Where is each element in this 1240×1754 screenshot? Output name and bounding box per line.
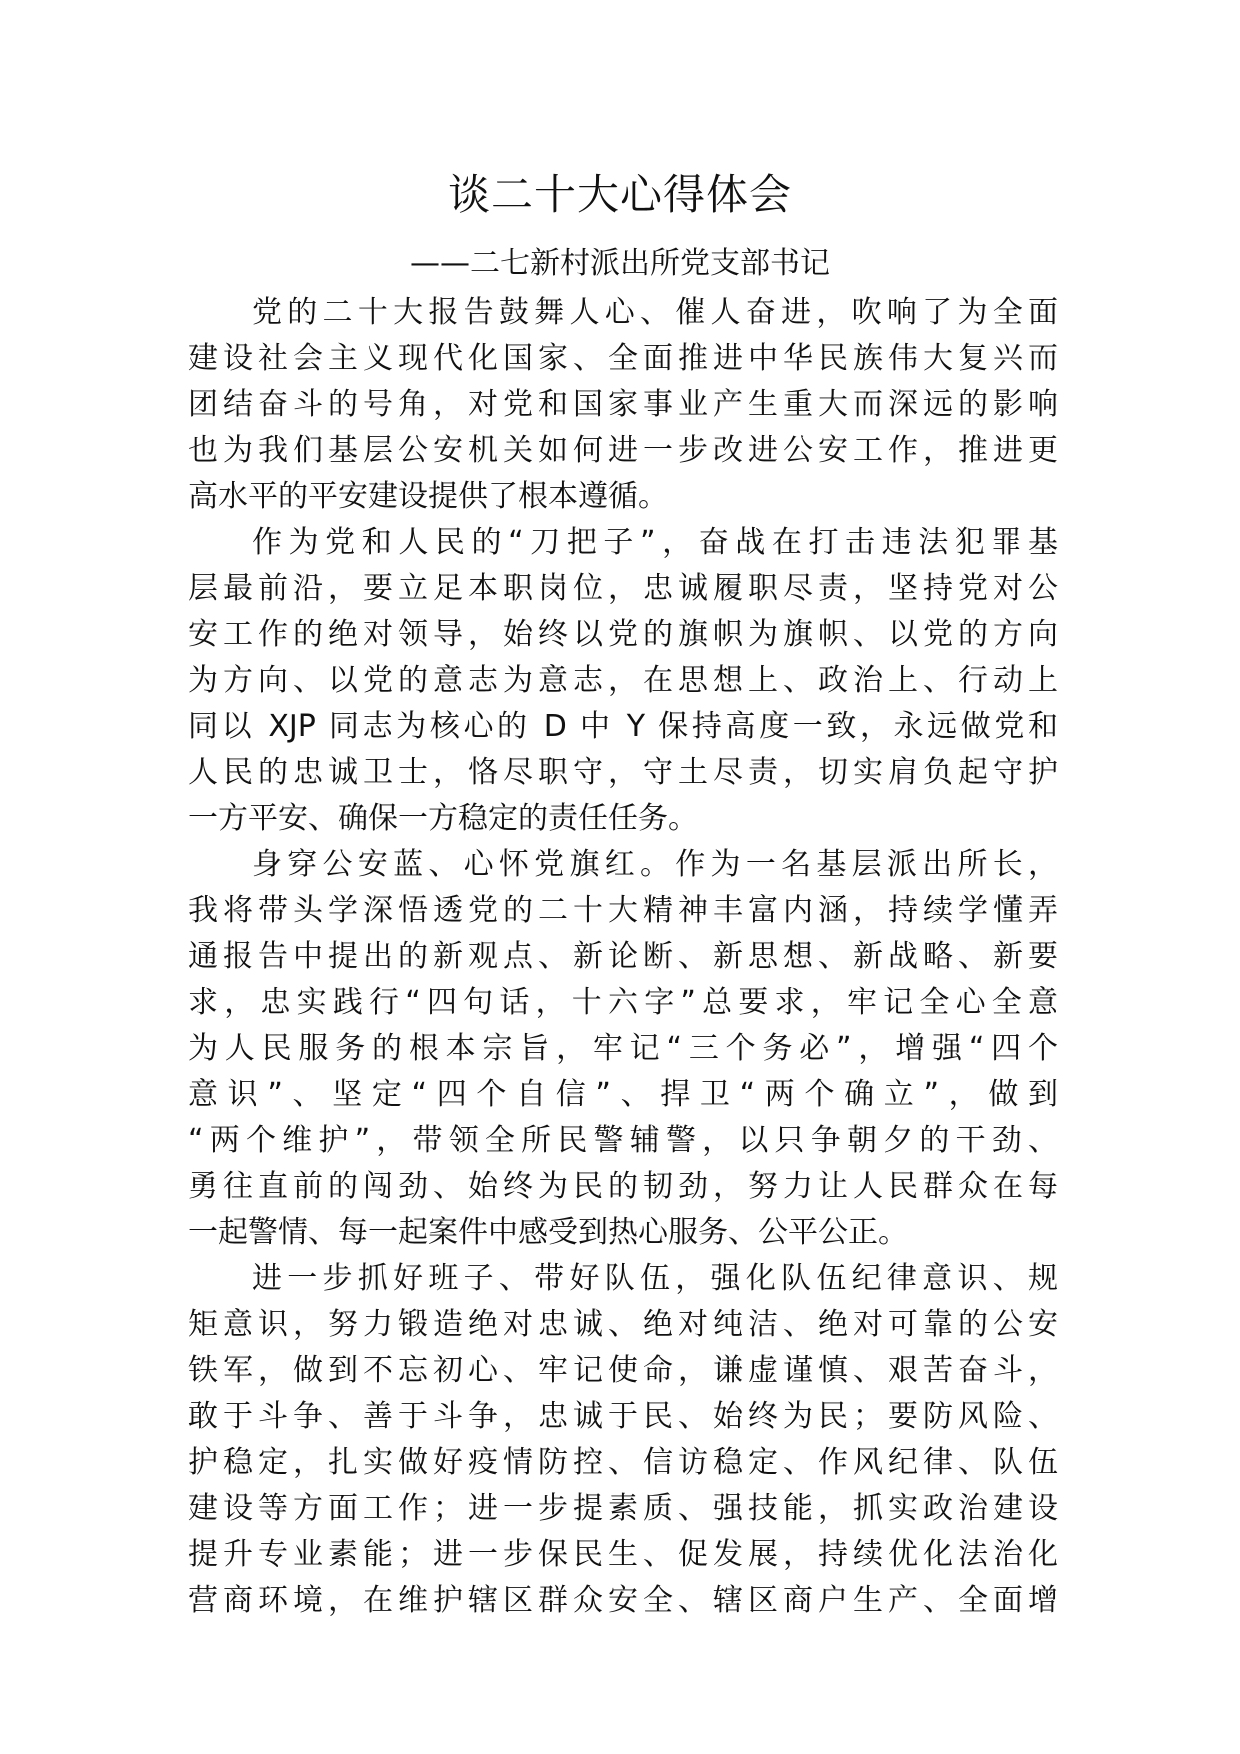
text-line: 意识”、坚定“四个自信”、捍卫“两个确立”，做到: [188, 1077, 1058, 1112]
text-line: 人民的忠诚卫士，恪尽职守，守土尽责，切实肩负起守护: [188, 755, 1058, 790]
paragraph-3: [188, 842, 1058, 1256]
text-line: 通报告中提出的新观点、新论断、新思想、新战略、新要: [188, 939, 1058, 974]
paragraph-1: [188, 290, 1058, 520]
text-line: 勇往直前的闯劲、始终为民的韧劲，努力让人民群众在每: [188, 1169, 1058, 1204]
text-line: 党的二十大报告鼓舞人心、催人奋进，吹响了为全面: [252, 295, 1058, 330]
text-line: 作为党和人民的“刀把子”，奋战在打击违法犯罪基: [252, 525, 1058, 560]
text-line: 提升专业素能；进一步保民生、促发展，持续优化法治化: [188, 1537, 1058, 1572]
text-line: 护稳定，扎实做好疫情防控、信访稳定、作风纪律、队伍: [188, 1445, 1058, 1480]
text-line: 也为我们基层公安机关如何进一步改进公安工作，推进更: [188, 433, 1058, 468]
text-line: 建设等方面工作；进一步提素质、强技能，抓实政治建设: [188, 1491, 1058, 1526]
text-line: 同以 XJP 同志为核心的 D 中 Y 保持高度一致，永远做党和: [188, 709, 1058, 744]
text-line: 高水平的平安建设提供了根本遵循。: [188, 479, 668, 514]
text-line: 矩意识，努力锻造绝对忠诚、绝对纯洁、绝对可靠的公安: [188, 1307, 1058, 1342]
text-line: 安工作的绝对领导，始终以党的旗帜为旗帜、以党的方向: [188, 617, 1058, 652]
text-line: 层最前沿，要立足本职岗位，忠诚履职尽责，坚持党对公: [188, 571, 1058, 606]
text-line: 为方向、以党的意志为意志，在思想上、政治上、行动上: [188, 663, 1058, 698]
text-line: 铁军，做到不忘初心、牢记使命，谦虚谨慎、艰苦奋斗，: [188, 1353, 1058, 1388]
text-line: 一方平安、确保一方稳定的责任任务。: [188, 801, 698, 836]
paragraph-2: [188, 520, 1058, 842]
document-subtitle: ——二七新村派出所党支部书记: [410, 246, 830, 281]
text-line: 为人民服务的根本宗旨，牢记“三个务必”，增强“四个: [188, 1031, 1058, 1066]
document-title: 谈二十大心得体会: [447, 170, 792, 219]
text-line: 我将带头学深悟透党的二十大精神丰富内涵，持续学懂弄: [188, 893, 1058, 928]
document-body: [188, 290, 1058, 1624]
text-line: 一起警情、每一起案件中感受到热心服务、公平公正。: [188, 1215, 908, 1250]
text-line: 团结奋斗的号角，对党和国家事业产生重大而深远的影响: [188, 387, 1058, 422]
text-line: 求，忠实践行“四句话，十六字”总要求，牢记全心全意: [188, 985, 1058, 1020]
text-line: 建设社会主义现代化国家、全面推进中华民族伟大复兴而: [188, 341, 1058, 376]
text-line: 身穿公安蓝、心怀党旗红。作为一名基层派出所长，: [252, 847, 1058, 882]
text-line: 敢于斗争、善于斗争，忠诚于民、始终为民；要防风险、: [188, 1399, 1058, 1434]
paragraph-4: [188, 1256, 1058, 1624]
text-line: 营商环境，在维护辖区群众安全、辖区商户生产、全面增: [188, 1583, 1058, 1618]
text-line: 进一步抓好班子、带好队伍，强化队伍纪律意识、规: [252, 1261, 1058, 1296]
text-line: “两个维护”，带领全所民警辅警，以只争朝夕的干劲、: [188, 1123, 1058, 1158]
